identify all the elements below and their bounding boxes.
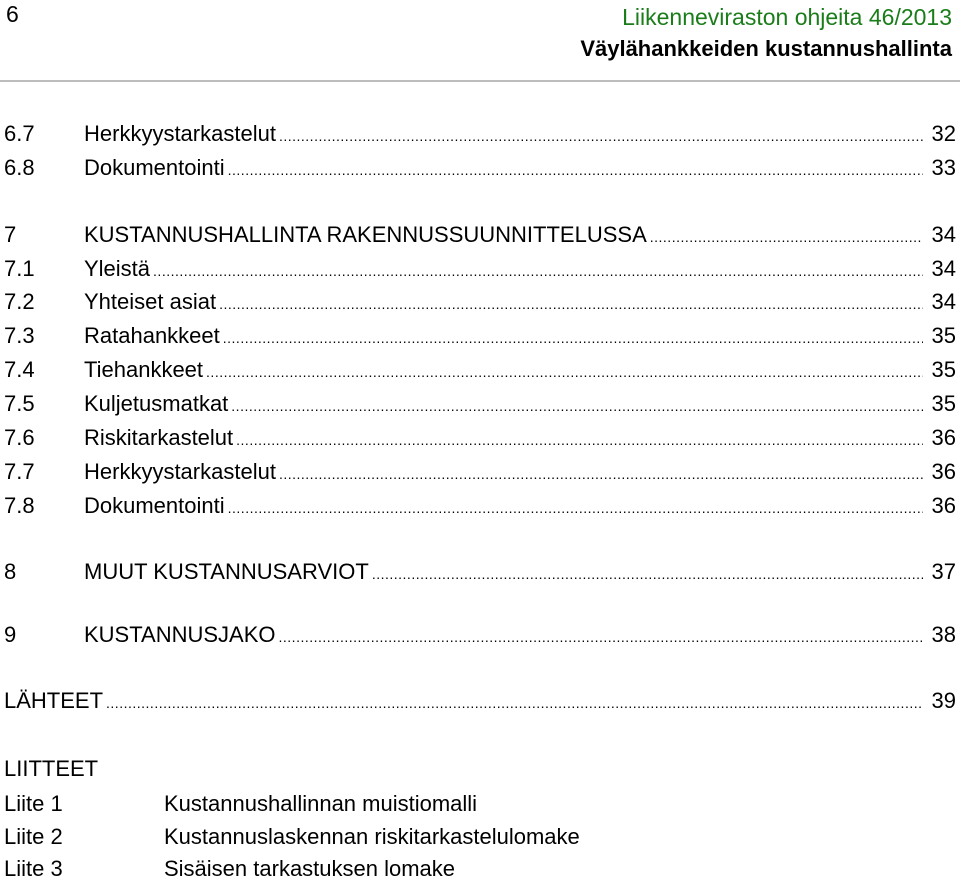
toc-page: 35	[931, 357, 956, 382]
toc-label: Kuljetusmatkat	[84, 391, 229, 416]
appendix-name: Sisäisen tarkastuksen lomake	[164, 856, 456, 881]
toc-page: 36	[931, 493, 956, 518]
toc-page: 34	[931, 222, 956, 247]
toc-label: Ratahankkeet	[84, 323, 220, 348]
toc-label: Dokumentointi	[84, 155, 225, 180]
toc-entry[interactable]	[4, 688, 956, 720]
toc-label: Yhteiset asiat	[84, 289, 217, 314]
toc-number: 8	[4, 559, 17, 584]
toc-leader	[279, 459, 923, 485]
appendices-title: LIITTEET	[4, 756, 99, 781]
toc-entry[interactable]	[4, 222, 956, 254]
toc-entry[interactable]	[4, 493, 956, 525]
toc-label: Yleistä	[84, 256, 151, 281]
series-title: Liikenneviraston ohjeita 46/2013	[622, 4, 952, 30]
toc-page: 33	[931, 155, 956, 180]
toc-number: 7.1	[4, 256, 35, 281]
toc-label: Tiehankkeet	[84, 357, 204, 382]
toc-leader	[223, 323, 923, 349]
appendix-id: Liite 3	[4, 856, 63, 881]
appendix-name: Kustannushallinnan muistiomalli	[164, 791, 478, 816]
toc-number: 7.2	[4, 289, 35, 314]
toc-leader	[279, 622, 923, 648]
toc-entry[interactable]	[4, 391, 956, 423]
toc-number: 6.7	[4, 121, 35, 146]
toc-label: Herkkyystarkastelut	[84, 121, 276, 146]
toc-label: Riskitarkastelut	[84, 425, 234, 450]
toc-page: 37	[931, 559, 956, 584]
toc-number: 9	[4, 622, 17, 647]
toc-entry[interactable]	[4, 323, 956, 355]
toc-leader	[219, 289, 923, 315]
toc-label: Herkkyystarkastelut	[84, 459, 276, 484]
toc-number: 7.7	[4, 459, 35, 484]
toc-number: 7.6	[4, 425, 35, 450]
toc-page: 36	[931, 425, 956, 450]
toc-leader	[650, 222, 923, 248]
toc-entry[interactable]	[4, 155, 956, 187]
toc-page: 34	[931, 289, 956, 314]
toc-leader	[228, 493, 923, 519]
toc-entry[interactable]	[4, 622, 956, 654]
toc-entry[interactable]	[4, 121, 956, 153]
toc-entry[interactable]	[4, 357, 956, 389]
toc-label: LÄHTEET	[4, 688, 104, 713]
toc-number: 7.4	[4, 357, 35, 382]
toc-page: 32	[931, 121, 956, 146]
toc-number: 6.8	[4, 155, 35, 180]
toc-leader	[153, 256, 923, 282]
toc-entry[interactable]	[4, 425, 956, 457]
page-header	[580, 2, 952, 64]
toc-leader	[279, 121, 923, 147]
appendix-item	[4, 824, 580, 856]
toc-leader	[236, 425, 923, 451]
toc-number: 7.8	[4, 493, 35, 518]
page-number: 6	[6, 1, 19, 27]
toc-number: 7.3	[4, 323, 35, 348]
toc-entry[interactable]	[4, 289, 956, 321]
toc-leader	[106, 688, 923, 714]
toc-leader	[206, 357, 923, 383]
appendix-item	[4, 856, 455, 888]
toc-label: MUUT KUSTANNUSARVIOT	[84, 559, 369, 584]
toc-leader	[228, 155, 923, 181]
toc-page: 34	[931, 256, 956, 281]
toc-entry[interactable]	[4, 459, 956, 491]
document-title: Väylähankkeiden kustannushallinta	[580, 36, 952, 61]
toc-label: KUSTANNUSHALLINTA RAKENNUSSUUNNITTELUSSA	[84, 222, 647, 247]
toc-leader	[372, 559, 923, 585]
toc-entry[interactable]	[4, 256, 956, 288]
appendix-name: Kustannuslaskennan riskitarkastelulomake	[164, 824, 580, 849]
toc-label: KUSTANNUSJAKO	[84, 622, 276, 647]
toc-page: 36	[931, 459, 956, 484]
appendix-id: Liite 2	[4, 824, 63, 849]
appendix-item	[4, 791, 477, 823]
toc-number: 7	[4, 222, 17, 247]
toc-label: Dokumentointi	[84, 493, 225, 518]
toc-entry[interactable]	[4, 559, 956, 591]
toc-page: 35	[931, 391, 956, 416]
toc-number: 7.5	[4, 391, 35, 416]
toc-page: 38	[931, 622, 956, 647]
toc-page: 39	[931, 688, 956, 713]
appendix-id: Liite 1	[4, 791, 63, 816]
toc-leader	[231, 391, 923, 417]
toc-page: 35	[931, 323, 956, 348]
header-rule	[0, 80, 960, 82]
